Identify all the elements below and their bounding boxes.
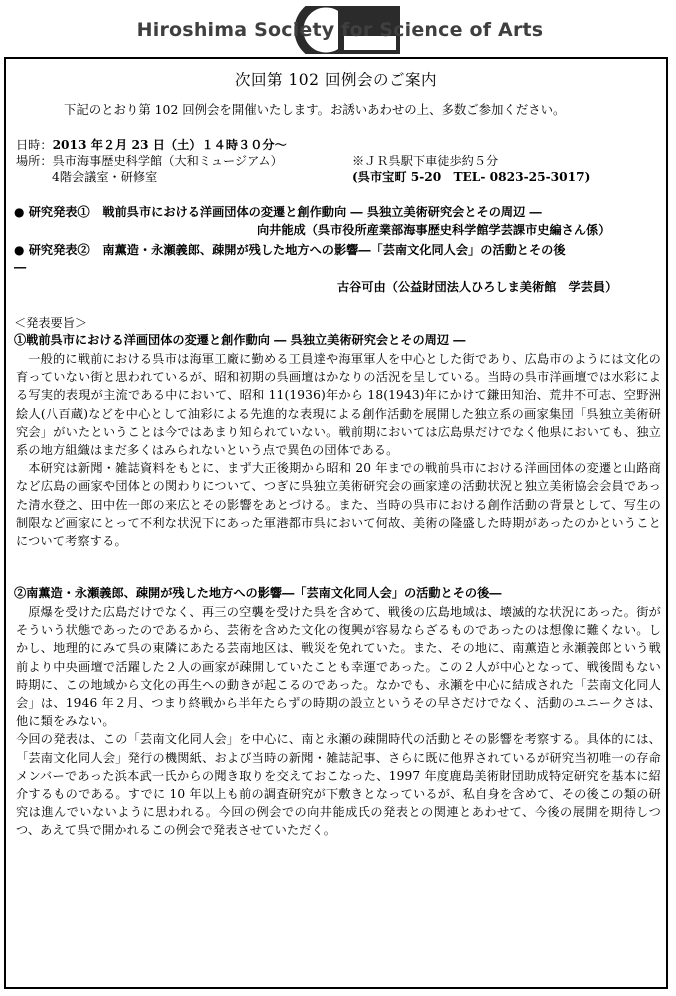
paragraph: 原爆を受けた広島だけでなく、再三の空襲を受けた呉を含めて、戦後の広島地域は、壊滅的な状況にあった。街がそういう状態であったのであるから、芸術を含めた文化の復興が容易ならざるものであったのは想像に難くない。しかし、地理的にみて呉の東隣にあたる芸南地区は、戦災を免れていた。また、その地に、南薫造と永瀬義郎という戦前より中央画壇で活躍した２人の画家が疎開していたことも幸運であった。この２人が中心となって、戦後間もない時期に、この地域から文化の再生への動きが起こるのであった。なかでも、永瀬を中心に結成された「芸南文化同人会」は、1946 年２月、つまり終戦から半年たらずの時期の設立というその早さだけでなく、活動のユニークさは、他に類をみない。 [16, 605, 661, 729]
paragraph: 今回の発表は、この「芸南文化同人会」を中心に、南と永瀬の疎開時代の活動とその影響を考察する。具体的には、「芸南文化同人会」発行の機関紙、および当時の新聞・雑誌記事、さらに既に他界されているが研究当初唯一の存命メンバーであった浜本武一氏からの聞き取りを交えておこなった、1997 年度鹿島美術財団助成特定研究を基本に紹介するものである。すでに 10 年以上も前の調査研究が下敷きとなっているが、私自身を含めて、その後この類の研究は進んでいないように思われる。今回の例会での向井能成氏の発表との関連とあわせて、今後の展開を期待しつつ、あえて呉で開かれるこの例会で発表させていただく。 [16, 732, 661, 838]
summary-section-1-heading: ①戦前呉市における洋画団体の変遷と創作動向 ― 呉独立美術研究会とその周辺 ― [14, 333, 466, 347]
presentation-title: 戦前呉市における洋画団体の変遷と創作動向 ― 呉独立美術研究会とその周辺 ― [102, 205, 542, 219]
paragraph: 一般的に戦前における呉市は海軍工廠に勤める工員達や海軍軍人を中心とした街であり、広島市のようには文化の育っていない街と思われているが、昭和初期の呉画壇はかなりの活況を呈している。当時の呉市洋画壇では水彩による写実的表現が主流である中において、昭和 11(1936)年から 18(1943)年にかけて鎌田知治、荒井不可志、空野洲絵人(八百蔵)などを中心として油彩による先進的な表現による創作活動を展開した独立系の画家集団「呉独立美術研究会」がいたということは今ではあまり知られていない。戦前期においては広島県だけでなく他県においても、独立系の地方組織はまだ多くはみられないという点で異色の団体である。 [16, 352, 661, 458]
presentation-label: 研究発表② [28, 243, 90, 257]
venue-address: (呉市宝町 5-20 TEL- 0823-25-3017) [352, 170, 591, 184]
notice-title: 次回第 102 回例会のご案内 [235, 71, 437, 89]
presentation-2-presenter: 古谷可由（公益財団法人ひろしま美術館 学芸員） [337, 280, 618, 294]
presentation-1 [14, 205, 542, 220]
notice-intro: 下記のとおり第 102 回例会を開催いたします。お誘いあわせの上、多数ご参加ください。 [64, 102, 566, 117]
date-value: 2013 年２月 23 日（土）１４時３０分～ [52, 138, 287, 152]
presentation-2-title-cont: ― [14, 260, 27, 274]
event-venue-row [16, 154, 283, 169]
notice-frame [4, 57, 668, 989]
venue-label: 場所： [16, 154, 53, 168]
access-note: ※ＪＲ呉駅下車徒歩約５分 [352, 154, 499, 168]
date-label: 日時： [16, 138, 53, 152]
summary-section-1-body [16, 350, 661, 550]
event-date-row [16, 138, 287, 153]
paragraph: 本研究は新聞・雑誌資料をもとに、まず大正後期から昭和 20 年までの戦前呉市における洋画団体の変遷と山路商など広島の画家や団体との関わりについて、つぎに呉独立美術研究会の画家達の活動状況と独立美術協会会員であった清水登之、田中佐一郎の来広とその影響をあとづける。また、当時の呉市における創作活動の背景として、写生の制限など画家にとって不利な状況下にあった軍港都市呉において何故、美術の隆盛した時期があったのかということについて考察する。 [16, 461, 661, 549]
presentation-title: 南薫造・永瀬義郎、疎開が残した地方への影響―「芸南文化同人会」の活動とその後 [102, 243, 566, 257]
bullet-icon: ● [14, 205, 25, 219]
summary-section-2-body [16, 603, 661, 840]
presentation-1-presenter: 向井能成（呉市役所産業部海事歴史科学館学芸課市史編さん係） [257, 223, 611, 237]
bullet-icon: ● [14, 243, 25, 257]
society-logo [130, 6, 550, 54]
summary-section-2-heading: ②南薫造・永瀬義郎、疎開が残した地方への影響―「芸南文化同人会」の活動とその後― [14, 586, 502, 600]
venue-value: 呉市海事歴史科学館（大和ミュージアム） [52, 154, 283, 168]
presentation-label: 研究発表① [28, 205, 90, 219]
society-name: Hiroshima Society for Science of Arts [136, 19, 544, 41]
summary-heading: ＜発表要旨＞ [14, 316, 88, 330]
venue-room: 4階会議室・研修室 [52, 170, 158, 184]
presentation-2 [14, 243, 566, 258]
